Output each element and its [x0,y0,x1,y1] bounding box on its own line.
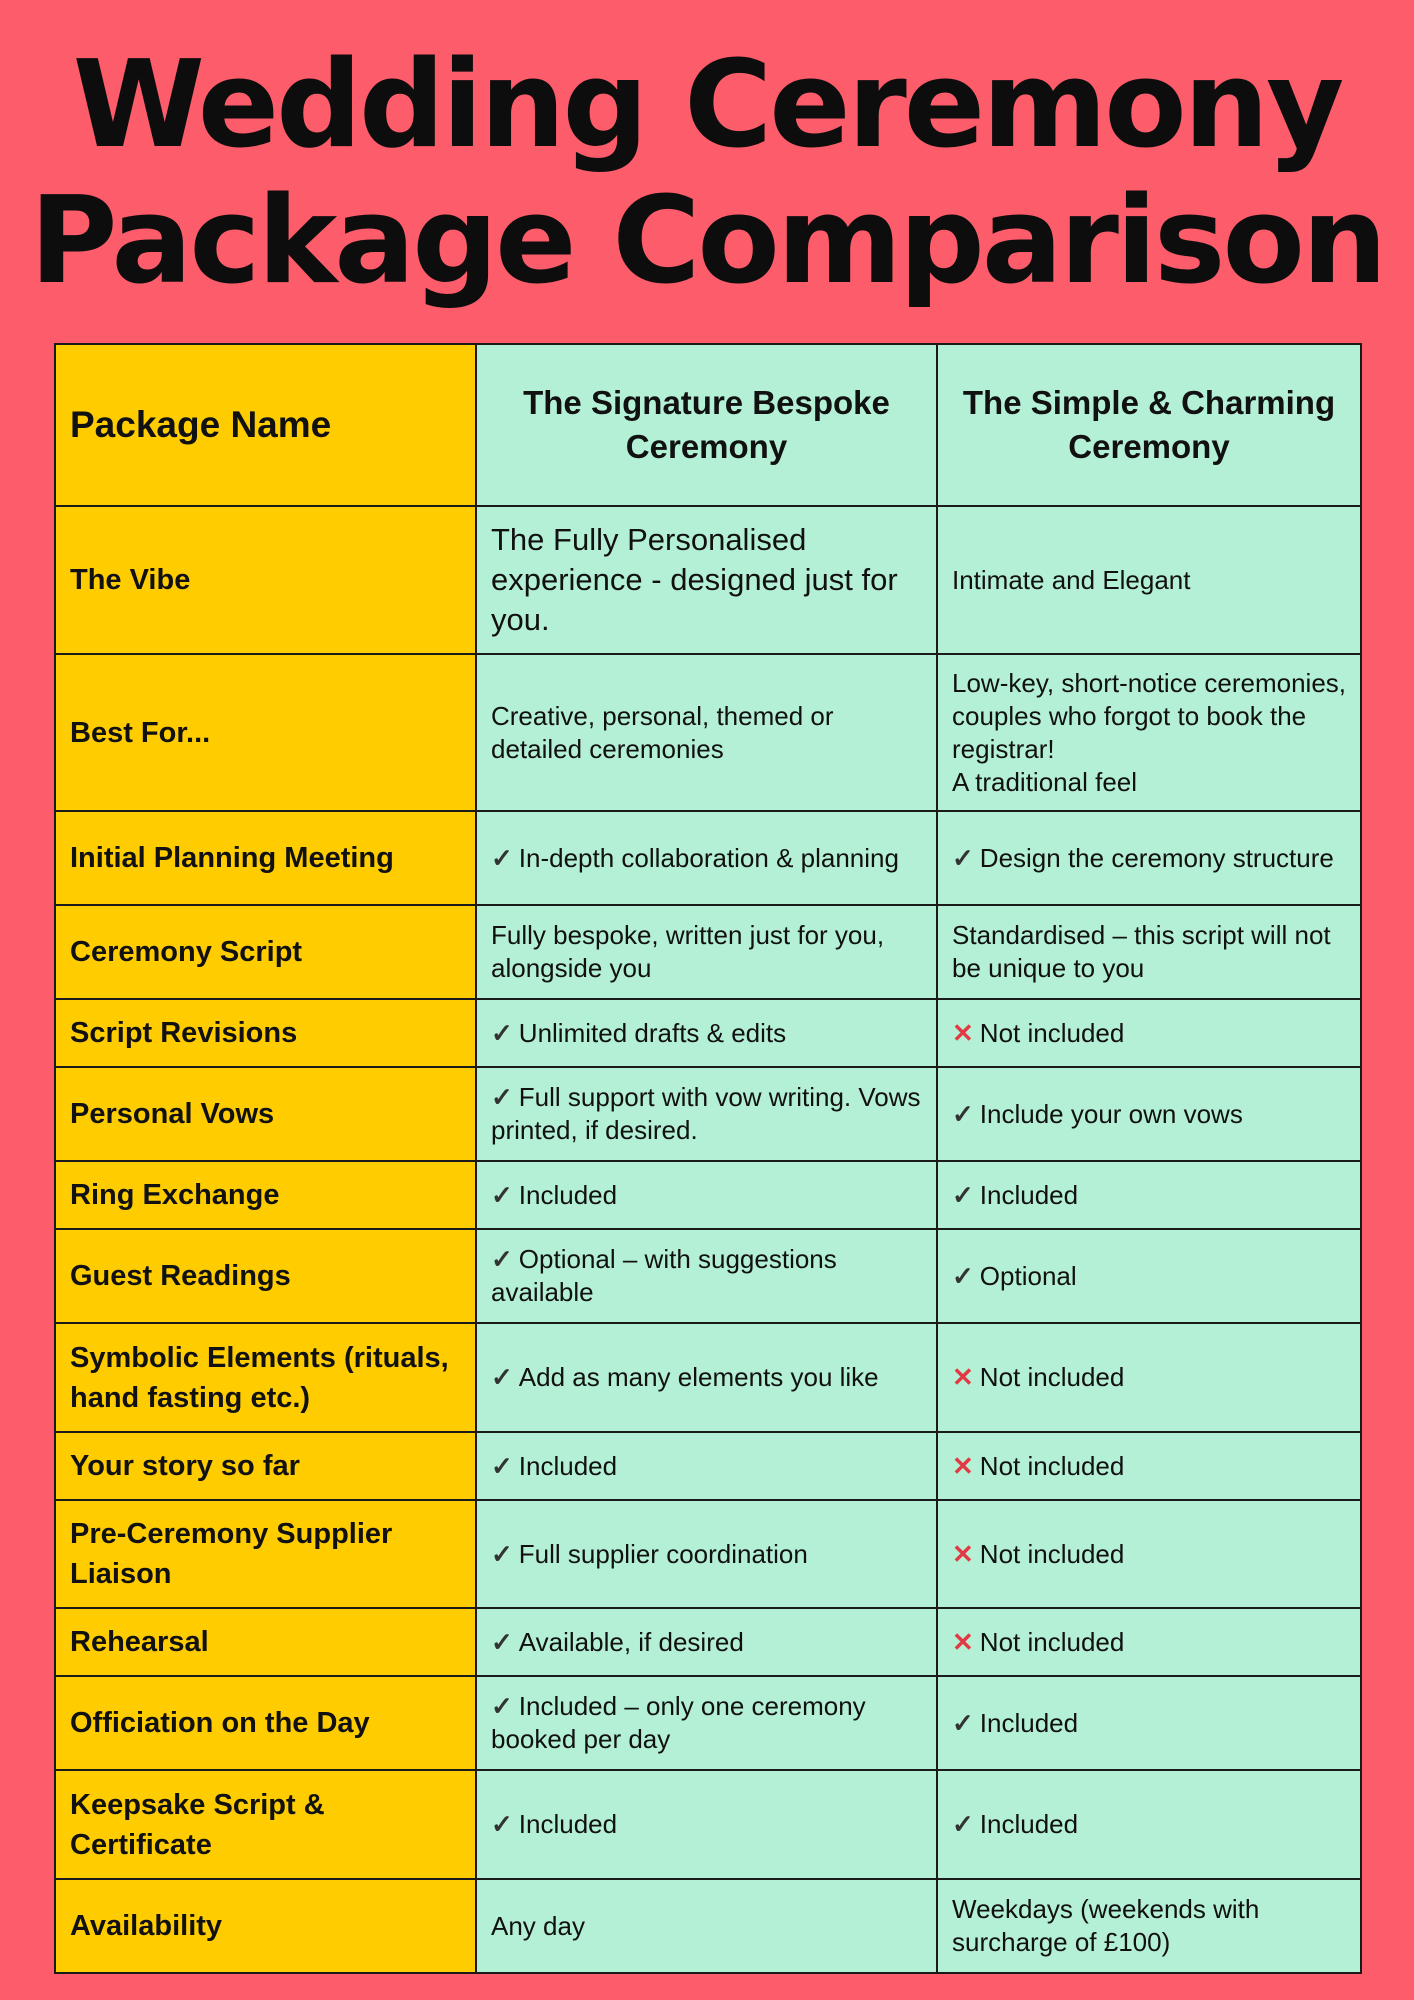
package-b-value: Optional [979,1260,1077,1291]
package-b-value: Not included [979,1362,1125,1392]
package-b-cell [937,1229,1361,1323]
package-a-cell [476,506,937,654]
header-row [55,344,1361,506]
package-b-cell [937,905,1361,999]
package-a-cell [476,1161,937,1229]
table-row [55,905,1361,999]
cross-icon: ✕ [952,1538,974,1569]
package-a-value: Full support with vow writing. Vows printed, if desired. [491,1082,921,1145]
package-b-cell [937,1500,1361,1608]
package-a-cell [476,1432,937,1500]
table-row [55,1608,1361,1676]
check-icon: ✓ [952,1809,974,1839]
header-label-cell: Package Name [55,344,476,506]
package-b-cell [937,1879,1361,1973]
cross-icon: ✕ [952,1626,974,1657]
package-b-value: Intimate and Elegant [952,564,1191,595]
check-icon: ✓ [952,1707,974,1738]
package-a-value: Included [518,1450,618,1481]
row-label: Keepsake Script & Certificate [55,1770,476,1879]
package-a-value: In-depth collaboration & planning [518,842,899,873]
check-icon: ✓ [491,1082,513,1112]
package-a-value: The Fully Personalised experience - designed just for you. [491,522,898,637]
row-label: The Vibe [55,506,476,654]
package-a-cell [476,1229,937,1323]
package-b-cell [937,506,1361,654]
row-label: Officiation on the Day [55,1676,476,1770]
check-icon: ✓ [491,1691,513,1721]
check-icon: ✓ [952,1098,974,1129]
table-row [55,1323,1361,1432]
package-a-cell [476,1500,937,1608]
table-row [55,654,1361,811]
package-b-cell [937,1161,1361,1229]
package-b-heading: The Simple & Charming Ceremony [937,344,1361,506]
package-a-cell [476,1676,937,1770]
package-b-value: Included [979,1707,1079,1738]
package-a-value: Included [518,1809,618,1839]
package-a-value: Fully bespoke, written just for you, alongside you [491,920,885,983]
check-icon: ✓ [952,1179,974,1210]
package-b-value: Weekdays (weekends with surcharge of £100) [952,1894,1260,1957]
package-b-cell [937,1676,1361,1770]
table-row [55,999,1361,1067]
check-icon: ✓ [491,1809,513,1839]
package-b-cell [937,1323,1361,1432]
table-row [55,1500,1361,1608]
check-icon: ✓ [491,1626,513,1657]
row-label: Rehearsal [55,1608,476,1676]
package-b-cell [937,1432,1361,1500]
check-icon: ✓ [952,1260,974,1291]
row-label: Personal Vows [55,1067,476,1161]
package-b-cell [937,654,1361,811]
package-a-value: Available, if desired [518,1626,744,1657]
check-icon: ✓ [491,1538,513,1569]
table-row [55,506,1361,654]
package-a-value: Add as many elements you like [518,1362,879,1392]
row-label: Script Revisions [55,999,476,1067]
table-row [55,1879,1361,1973]
package-b-value: Not included [979,1017,1125,1048]
package-b-cell [937,1770,1361,1879]
cross-icon: ✕ [952,1362,974,1392]
title-line-2: Package Comparison [29,172,1385,311]
package-b-value: Standardised – this script will not be unique to you [952,920,1331,983]
table-row [55,1770,1361,1879]
package-a-cell [476,1770,937,1879]
package-b-value: Included [979,1809,1079,1839]
package-a-value: Unlimited drafts & edits [518,1017,787,1048]
cross-icon: ✕ [952,1450,974,1481]
package-b-value: Include your own vows [979,1098,1243,1129]
package-a-cell [476,1879,937,1973]
comparison-table [54,343,1362,1974]
package-a-cell [476,1067,937,1161]
check-icon: ✓ [952,842,974,873]
row-label: Best For... [55,654,476,811]
package-b-value: Not included [979,1626,1125,1657]
row-label: Availability [55,1879,476,1973]
table-row [55,1229,1361,1323]
package-a-cell [476,1323,937,1432]
package-a-cell [476,811,937,905]
check-icon: ✓ [491,1362,513,1392]
page-title [0,38,1414,310]
package-a-cell [476,905,937,999]
package-b-value: Design the ceremony structure [979,842,1334,873]
row-label: Initial Planning Meeting [55,811,476,905]
package-a-value: Included [518,1179,618,1210]
package-a-cell [476,654,937,811]
table-row [55,811,1361,905]
package-b-value: Included [979,1179,1079,1210]
package-b-cell [937,1608,1361,1676]
table-row [55,1432,1361,1500]
package-a-heading: The Signature Bespoke Ceremony [476,344,937,506]
package-a-value: Included – only one ceremony booked per day [491,1691,866,1754]
check-icon: ✓ [491,1179,513,1210]
row-label: Ring Exchange [55,1161,476,1229]
table-row [55,1161,1361,1229]
package-a-value: Creative, personal, themed or detailed ceremonies [491,700,834,764]
check-icon: ✓ [491,842,513,873]
row-label: Guest Readings [55,1229,476,1323]
table-row [55,1067,1361,1161]
package-a-cell [476,999,937,1067]
check-icon: ✓ [491,1244,513,1274]
package-a-value: Optional – with suggestions available [491,1244,837,1307]
package-b-value: Not included [979,1450,1125,1481]
row-label: Pre-Ceremony Supplier Liaison [55,1500,476,1608]
row-label: Symbolic Elements (rituals, hand fasting etc.) [55,1323,476,1432]
row-label: Ceremony Script [55,905,476,999]
check-icon: ✓ [491,1450,513,1481]
package-a-value: Any day [491,1910,585,1941]
cross-icon: ✕ [952,1017,974,1048]
package-b-cell [937,1067,1361,1161]
package-b-value: Not included [979,1538,1125,1569]
check-icon: ✓ [491,1017,513,1048]
row-label: Your story so far [55,1432,476,1500]
package-b-value: Low-key, short-notice ceremonies, couples who forgot to book the registrar! A traditional feel [952,667,1347,797]
title-line-1: Wedding Ceremony [72,36,1342,175]
package-b-cell [937,999,1361,1067]
package-a-cell [476,1608,937,1676]
table-row [55,1676,1361,1770]
package-a-value: Full supplier coordination [518,1538,808,1569]
package-b-cell [937,811,1361,905]
